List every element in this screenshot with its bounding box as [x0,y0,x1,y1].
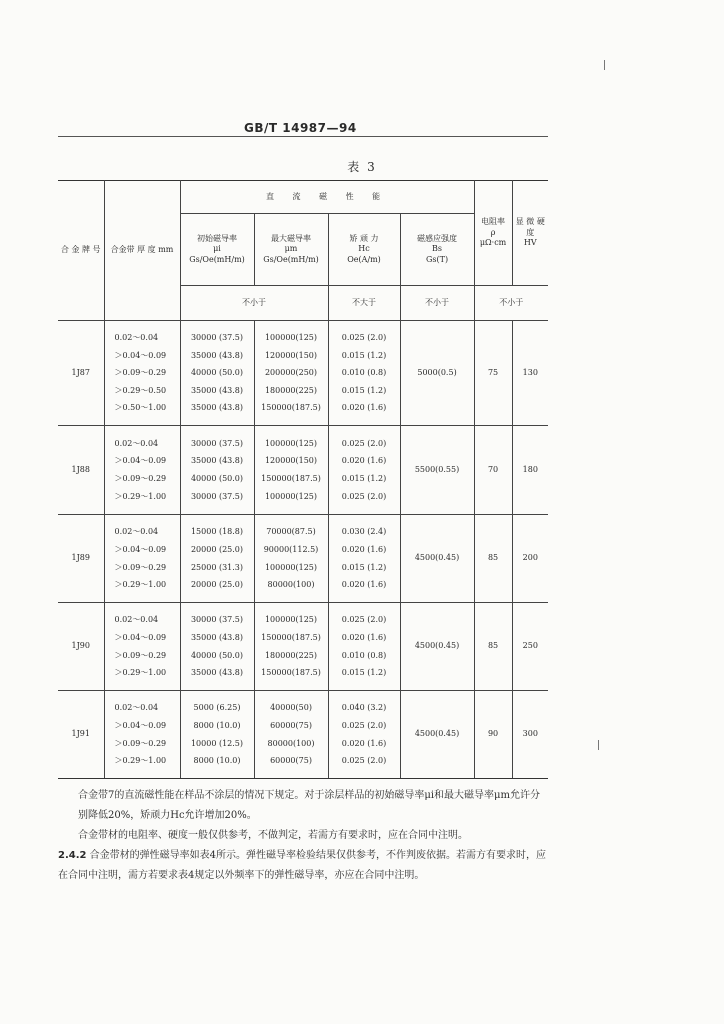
cell-value: ＞0.09～0.29 [114,650,167,660]
cell-value: 0.02～0.04 [114,527,159,537]
cell-value: 0.020 (1.6) [341,632,387,642]
resistivity-cell: 90 [474,691,512,779]
cell-value: 35000 (43.8) [190,456,244,466]
cell-value: 5000 (6.25) [193,703,241,713]
cell-value: 0.02～0.04 [114,703,159,713]
bs-cell: 5500(0.55) [400,426,474,515]
header-hardness: 显 微 硬 度 HV [512,181,548,286]
cell-value: 0.02～0.04 [114,438,159,448]
mu-i-cell [180,603,254,691]
table-row [58,603,548,691]
cell-value: ＞0.29～1.00 [114,491,167,501]
cell-value: 0.020 (1.6) [341,456,387,466]
header-hc: 矫 顽 力 Hc Oe(A/m) [328,214,400,286]
header-mu-m: 最大磁导率 μm Gs/Oe(mH/m) [254,214,328,286]
cell-value: ＞0.29～1.00 [114,668,167,678]
cell-value: 15000 (18.8) [190,527,244,537]
resistivity-cell: 85 [474,603,512,691]
cell-value: 200000(250) [264,368,318,378]
cell-value: 0.015 (1.2) [341,385,387,395]
hc-cell [328,321,400,426]
limit-physical: 不小于 [474,286,548,321]
cell-value: 60000(75) [270,720,312,730]
note-elastic-permeability [58,846,548,886]
cell-value: 0.015 (1.2) [341,562,387,572]
cell-value: 8000 (10.0) [193,756,241,766]
cell-value: 0.025 (2.0) [341,333,387,343]
cell-value: 0.025 (2.0) [341,615,387,625]
cell-value: 0.020 (1.6) [341,544,387,554]
cell-value: 90000(112.5) [263,544,319,554]
header-bs: 磁感应强度 Bs Gs(T) [400,214,474,286]
hardness-cell: 200 [512,515,548,603]
cell-value: 70000(87.5) [266,527,316,537]
cell-value: 150000(187.5) [261,668,321,678]
hc-cell [328,515,400,603]
margin-mark [598,740,599,750]
cell-value: 0.020 (1.6) [341,580,387,590]
limit-bs: 不小于 [400,286,474,321]
cell-value: ＞0.29～1.00 [114,580,167,590]
bs-cell: 4500(0.45) [400,603,474,691]
thickness-range-cell [104,426,180,515]
table-title: 表 3 [347,160,377,174]
cell-value: 0.030 (2.4) [341,527,387,537]
cell-value: 35000 (43.8) [190,350,244,360]
cell-value: 80000(100) [267,580,315,590]
cell-value: ＞0.04～0.09 [114,544,167,554]
table-row [58,691,548,779]
mu-m-cell [254,515,328,603]
table-row [58,515,548,603]
magnetic-properties-table [58,180,548,779]
cell-value: 180000(225) [264,385,318,395]
cell-value: 35000 (43.8) [190,668,244,678]
cell-value: 40000 (50.0) [190,368,244,378]
hc-cell [328,691,400,779]
cell-value: 35000 (43.8) [190,632,244,642]
clause-number: 2.4.2 [58,850,87,861]
cell-value: ＞0.29～0.50 [114,385,167,395]
cell-value: 120000(150) [264,350,318,360]
header-mu-i: 初始磁导率 μi Gs/Oe(mH/m) [180,214,254,286]
cell-value: 0.015 (1.2) [341,474,387,483]
bs-cell: 4500(0.45) [400,691,474,779]
limit-hc: 不大于 [328,286,400,321]
cell-value: ＞0.09～0.29 [114,562,167,572]
table-row [58,426,548,515]
cell-value: 150000(187.5) [261,632,321,642]
hardness-cell: 250 [512,603,548,691]
mu-i-cell [180,515,254,603]
cell-value: 120000(150) [264,456,318,466]
note-dc-properties: 合金带7的直流磁性能在样品不涂层的情况下规定。对于涂层样品的初始磁导率μi和最大磁导率μm允许分别降低20%，矫顽力Hc允许增加20%。 [78,790,541,821]
cell-value: 100000(125) [264,438,318,448]
thickness-range-cell [104,321,180,426]
limit-mu: 不小于 [180,286,328,321]
cell-value: 60000(75) [270,756,312,766]
mu-i-cell [180,321,254,426]
cell-value: 40000 (50.0) [190,650,244,660]
standard-number: GB/T 14987—94 [244,121,357,135]
alloy-grade-cell: 1J87 [58,321,104,426]
cell-value: 30000 (37.5) [190,615,244,625]
alloy-grade-cell: 1J91 [58,691,104,779]
mu-m-cell [254,426,328,515]
cell-value: 0.015 (1.2) [341,668,387,678]
cell-value: 0.010 (0.8) [341,650,387,660]
cell-value: ＞0.09～0.29 [114,368,167,378]
cell-value: 0.02～0.04 [114,333,159,343]
cell-value: 0.025 (2.0) [341,438,387,448]
cell-value: ＞0.04～0.09 [114,632,167,642]
hardness-cell: 180 [512,426,548,515]
cell-value: ＞0.09～0.29 [114,738,167,748]
cell-value: 0.020 (1.6) [341,738,387,748]
table-row [58,321,548,426]
cell-value: 0.02～0.04 [114,615,159,625]
cell-value: 0.020 (1.6) [341,403,387,413]
cell-value: 30000 (37.5) [190,491,244,501]
cell-value: 100000(125) [264,491,318,501]
cell-value: 8000 (10.0) [193,720,241,730]
thickness-range-cell [104,603,180,691]
header-rule [58,136,548,137]
header-alloy-grade: 合 金 牌 号 [58,181,104,321]
resistivity-cell: 75 [474,321,512,426]
cell-value: 40000 (50.0) [190,474,244,483]
cell-value: 0.040 (3.2) [341,703,387,713]
bs-cell: 4500(0.45) [400,515,474,603]
cell-value: 0.025 (2.0) [341,756,387,766]
cell-value: 80000(100) [267,738,315,748]
mu-i-cell [180,426,254,515]
cell-value: 30000 (37.5) [190,438,244,448]
resistivity-cell: 85 [474,515,512,603]
cell-value: 0.015 (1.2) [341,350,387,360]
cell-value: 25000 (31.3) [190,562,244,572]
cell-value: 0.010 (0.8) [341,368,387,378]
header-thickness: 合金带 厚 度 mm [104,181,180,321]
alloy-grade-cell: 1J88 [58,426,104,515]
notes [58,786,548,886]
cell-value: ＞0.04～0.09 [114,456,167,466]
hc-cell [328,426,400,515]
cell-value: 150000(187.5) [261,403,321,413]
cell-value: ＞0.29～1.00 [114,756,167,766]
thickness-range-cell [104,515,180,603]
cell-value: 20000 (25.0) [190,544,244,554]
alloy-grade-cell: 1J89 [58,515,104,603]
thickness-range-cell [104,691,180,779]
cell-value: 100000(125) [264,562,318,572]
header-resistivity: 电阻率 ρ μΩ·cm [474,181,512,286]
clause-text: 合金带材的弹性磁导率如表4所示。弹性磁导率检验结果仅供参考，不作判废依据。若需方有要求时，应在合同中注明，需方若要求表4规定以外频率下的弹性磁导率，亦应在合同中注明。 [58,850,547,881]
hc-cell [328,603,400,691]
hardness-cell: 130 [512,321,548,426]
cell-value: 100000(125) [264,333,318,343]
cell-value: 100000(125) [264,615,318,625]
mu-i-cell [180,691,254,779]
cell-value: ＞0.50～1.00 [114,403,167,413]
cell-value: 20000 (25.0) [190,580,244,590]
cell-value: 10000 (12.5) [190,738,244,748]
cell-value: ＞0.09～0.29 [114,474,167,483]
cell-value: 150000(187.5) [261,474,321,483]
cell-value: 35000 (43.8) [190,403,244,413]
mu-m-cell [254,691,328,779]
hardness-cell: 300 [512,691,548,779]
cell-value: 0.025 (2.0) [341,491,387,501]
cell-value: 0.025 (2.0) [341,720,387,730]
cell-value: 35000 (43.8) [190,385,244,395]
cell-value: 180000(225) [264,650,318,660]
cell-value: 30000 (37.5) [190,333,244,343]
resistivity-cell: 70 [474,426,512,515]
mu-m-cell [254,321,328,426]
cell-value: 40000(50) [270,703,312,713]
mu-m-cell [254,603,328,691]
cell-value: ＞0.04～0.09 [114,350,167,360]
note-resistivity-hardness: 合金带材的电阻率、硬度一般仅供参考，不做判定，若需方有要求时，应在合同中注明。 [78,830,468,841]
cell-value: ＞0.04～0.09 [114,720,167,730]
alloy-grade-cell: 1J90 [58,603,104,691]
margin-mark [604,60,605,70]
header-dc-properties: 直 流 磁 性 能 [180,181,474,214]
bs-cell: 5000(0.5) [400,321,474,426]
